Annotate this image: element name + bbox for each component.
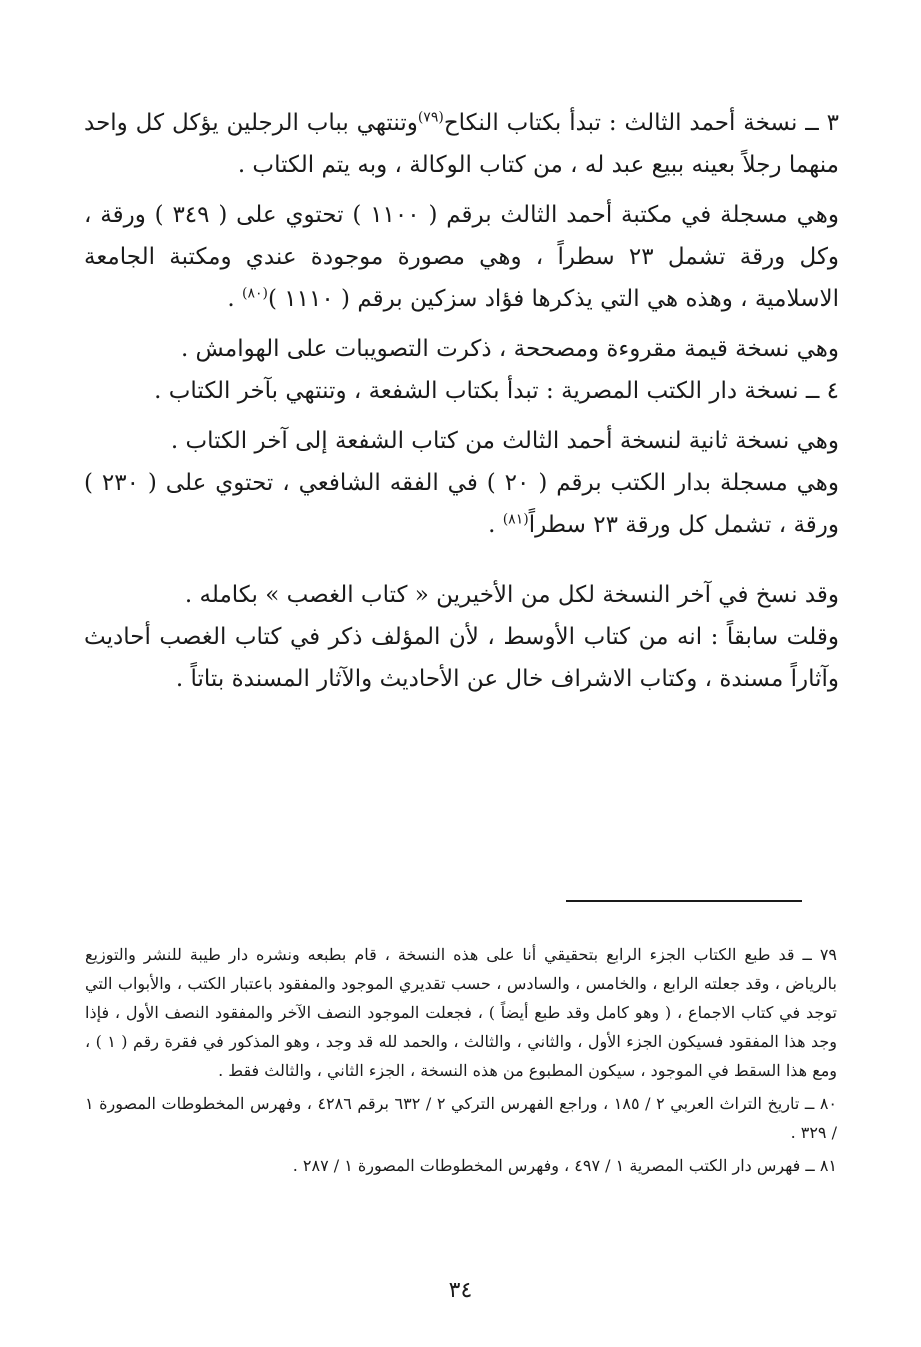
footnote-ref-81: (٨١)	[502, 511, 529, 528]
footnotes	[85, 940, 837, 1180]
paragraph-copied-chapter: وقد نسخ في آخر النسخة لكل من الأخيرين « كتاب الغصب » بكامله .	[184, 582, 839, 608]
paragraph-earlier-statement: وقلت سابقاً : انه من كتاب الأوسط ، لأن المؤلف ذكر في كتاب الغصب أحاديث وآثاراً مسندة ، وكتاب الاشراف خال عن الأحاديث والآثار المسندة بتاتاً .	[84, 624, 839, 692]
footnote-separator	[566, 900, 802, 902]
paragraph-text: ٣ ــ نسخة أحمد الثالث : تبدأ بكتاب النكاح	[443, 110, 839, 136]
paragraph-text: وهي مسجلة بدار الكتب برقم ( ٢٠ ) في الفقه الشافعي ، تحتوي على ( ٢٣٠ ) ورقة ، تشمل كل ورقة ٢٣ سطراً	[84, 470, 839, 538]
paragraph-text: وهي مسجلة في مكتبة أحمد الثالث برقم ( ١١٠٠ ) تحتوي على ( ٣٤٩ ) ورقة ، وكل ورقة تشمل ٢٣ سطراً ، وهي مصورة موجودة عندي ومكتبة الجامعة الاسلامية ، وهذه هي التي يذكرها فؤاد سزكين برقم ( ١١١٠ )	[84, 202, 839, 312]
paragraph-registration-1	[84, 194, 839, 320]
footnote-80: ٨٠ ــ تاريخ التراث العربي ٢ / ١٨٥ ، وراجع الفهرس التركي ٢ / ٦٣٢ برقم ٤٢٨٦ ، وفهرس المخطوطات المصورة ١ / ٣٢٩ .	[85, 1094, 838, 1142]
paragraph-text: .	[227, 286, 243, 312]
paragraph-registration-2	[84, 462, 839, 546]
paragraph-second-copy: وهي نسخة ثانية لنسخة أحمد الثالث من كتاب الشفعة إلى آخر الكتاب .	[170, 428, 839, 454]
paragraph-text: وتنتهي بباب الرجلين يؤكل كل واحد منهما رجلاً بعينه ببيع عبد له ، من كتاب الوكالة ، وبه يتم الكتاب .	[84, 110, 839, 178]
footnote-81: ٨١ ــ فهرس دار الكتب المصرية ١ / ٤٩٧ ، وفهرس المخطوطات المصورة ١ / ٢٨٧ .	[292, 1156, 837, 1175]
paragraph-text: .	[488, 512, 503, 538]
footnote-79: ٧٩ ــ قد طبع الكتاب الجزء الرابع بتحقيقي أنا على هذه النسخة ، قام بطبعه ونشره دار طيبة للنشر والتوزيع بالرياض ، وقد جعلته الرابع ، والخامس ، والسادس ، حسب تقديري الموجود والمفقود باعتبار الكتب ، والأبواب التي توجد في كتاب الاجماع ، ( وهو كامل وقد طبع أيضاً ) ، فجعلت الموجود النصف الآخر والمفقود النصف الأول ، فإذا وجد هذا المفقود فسيكون الجزء الأول ، والثاني ، والثالث ، والحمد لله قد وجد ، وهو المذكور في فقرة رقم ( ١ ) ، ومع هذا السقط في الموجود ، سيكون المطبوع من هذه النسخة ، الجزء الثاني ، والثالث فقط .	[85, 945, 838, 1080]
footnote-ref-79: (٧٩)	[417, 109, 444, 126]
main-text	[84, 102, 839, 700]
page-number: ٣٤	[448, 1278, 473, 1303]
paragraph-manuscript-3	[84, 102, 839, 186]
paragraph-quality: وهي نسخة قيمة مقروءة ومصححة ، ذكرت التصويبات على الهوامش .	[180, 336, 839, 362]
paragraph-manuscript-4: ٤ ــ نسخة دار الكتب المصرية : تبدأ بكتاب الشفعة ، وتنتهي بآخر الكتاب .	[154, 378, 839, 404]
footnote-ref-80: (٨٠)	[242, 285, 268, 302]
